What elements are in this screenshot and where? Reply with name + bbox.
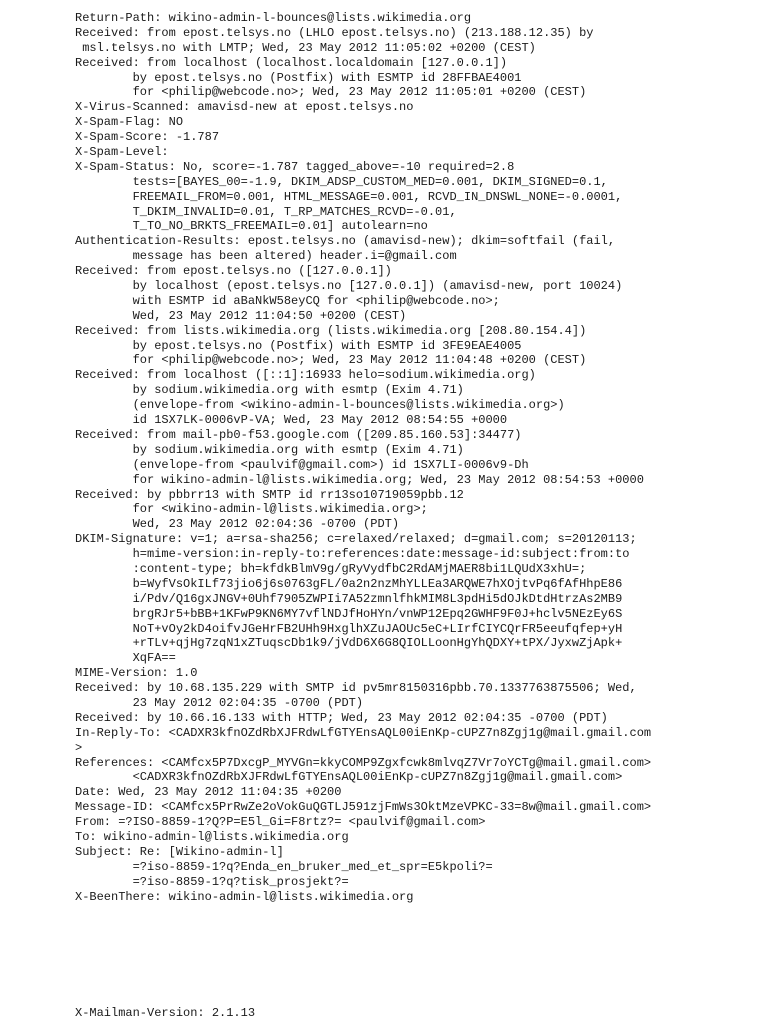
header-line: To: wikino-admin-l@lists.wikimedia.org bbox=[75, 829, 349, 844]
header-line: Received: from epost.telsys.no ([127.0.0.1]) bbox=[75, 264, 392, 279]
header-line: with ESMTP id aBaNkW58eyCQ for <philip@webcode.no>; bbox=[75, 293, 500, 308]
header-line: :content-type; bh=kfdkBlmV9g/gRyVydfbC2RdAMjMAER8bi1LQUdX3xhU=; bbox=[75, 561, 587, 576]
header-line: Received: from localhost ([::1]:16933 helo=sodium.wikimedia.org) bbox=[75, 368, 536, 383]
header-line: T_DKIM_INVALID=0.01, T_RP_MATCHES_RCVD=-0.01, bbox=[75, 204, 457, 219]
header-line: NoT+vOy2kD4oifvJGeHrFB2UHh9HxglhXZuJAOUc5eC+LIrfCIYCQrFR5eeufqfep+yH bbox=[75, 621, 623, 636]
header-line: by epost.telsys.no (Postfix) with ESMTP id 3FE9EAE4005 bbox=[75, 338, 522, 353]
header-line: Received: from localhost (localhost.localdomain [127.0.0.1]) bbox=[75, 55, 508, 70]
header-line: Received: by pbbrr13 with SMTP id rr13so10719059pbb.12 bbox=[75, 487, 464, 502]
header-line: Received: from epost.telsys.no (LHLO epost.telsys.no) (213.188.12.35) by bbox=[75, 25, 594, 40]
header-line: brgRJr5+bBB+1KFwP9KN6MY7vflNDJfHoHYn/vnWP12Epq2GWHF9F0J+hclv5NEzEy6S bbox=[75, 606, 623, 621]
header-line: id 1SX7LK-0006vP-VA; Wed, 23 May 2012 08:54:55 +0000 bbox=[75, 413, 508, 428]
header-line: h=mime-version:in-reply-to:references:date:message-id:subject:from:to bbox=[75, 547, 630, 562]
header-line: Subject: Re: [Wikino-admin-l] bbox=[75, 844, 284, 859]
header-line: =?iso-8859-1?q?Enda_en_bruker_med_et_spr=E5kpoli?= bbox=[75, 859, 493, 874]
header-line: for wikino-admin-l@lists.wikimedia.org; Wed, 23 May 2012 08:54:53 +0000 bbox=[75, 472, 644, 487]
header-line: Received: by 10.66.16.133 with HTTP; Wed, 23 May 2012 02:04:35 -0700 (PDT) bbox=[75, 710, 608, 725]
header-line: > bbox=[75, 740, 83, 755]
header-line: Wed, 23 May 2012 02:04:36 -0700 (PDT) bbox=[75, 517, 400, 532]
header-line: =?iso-8859-1?q?tisk_prosjekt?= bbox=[75, 874, 349, 889]
header-line: Wed, 23 May 2012 11:04:50 +0200 (CEST) bbox=[75, 308, 407, 323]
header-line: Message-ID: <CAMfcx5PrRwZe2oVokGuQGTLJ591zjFmWs3OktMzeVPKC-33=8w@mail.gmail.com> bbox=[75, 800, 652, 815]
header-line: (envelope-from <wikino-admin-l-bounces@lists.wikimedia.org>) bbox=[75, 398, 565, 413]
header-line: Date: Wed, 23 May 2012 11:04:35 +0200 bbox=[75, 785, 342, 800]
header-line: for <philip@webcode.no>; Wed, 23 May 2012 11:04:48 +0200 (CEST) bbox=[75, 353, 587, 368]
header-line: 23 May 2012 02:04:35 -0700 (PDT) bbox=[75, 695, 364, 710]
header-line: X-Virus-Scanned: amavisd-new at epost.telsys.no bbox=[75, 100, 414, 115]
header-line: tests=[BAYES_00=-1.9, DKIM_ADSP_CUSTOM_MED=0.001, DKIM_SIGNED=0.1, bbox=[75, 174, 608, 189]
header-line: by epost.telsys.no (Postfix) with ESMTP id 28FFBAE4001 bbox=[75, 70, 522, 85]
header-line: X-Spam-Level: bbox=[75, 145, 169, 160]
x-mailman-version-header: X-Mailman-Version: 2.1.13 bbox=[75, 1006, 256, 1020]
header-line: <CADXR3kfnOZdRbXJFRdwLfGTYEnsAQL00iEnKp-cUPZ7n8Zgj1g@mail.gmail.com> bbox=[75, 770, 623, 785]
header-line: Authentication-Results: epost.telsys.no (amavisd-new); dkim=softfail (fail, bbox=[75, 234, 616, 249]
header-line: for <philip@webcode.no>; Wed, 23 May 2012 11:05:01 +0200 (CEST) bbox=[75, 85, 587, 100]
header-line: X-Spam-Score: -1.787 bbox=[75, 130, 220, 145]
header-line: In-Reply-To: <CADXR3kfnOZdRbXJFRdwLfGTYEnsAQL00iEnKp-cUPZ7n8Zgj1g@mail.gmail.com bbox=[75, 725, 652, 740]
email-headers-block bbox=[75, 11, 765, 904]
header-line: Received: from lists.wikimedia.org (lists.wikimedia.org [208.80.154.4]) bbox=[75, 323, 587, 338]
header-line: FREEMAIL_FROM=0.001, HTML_MESSAGE=0.001, RCVD_IN_DNSWL_NONE=-0.0001, bbox=[75, 189, 623, 204]
header-line: MIME-Version: 1.0 bbox=[75, 666, 198, 681]
header-line: by sodium.wikimedia.org with esmtp (Exim 4.71) bbox=[75, 442, 464, 457]
header-line: msl.telsys.no with LMTP; Wed, 23 May 2012 11:05:02 +0200 (CEST) bbox=[75, 40, 536, 55]
header-line: +rTLv+qjHg7zqN1xZTuqscDb1k9/jVdD6X6G8QIOLLoonHgYhQDXY+tPX/JyxwZjApk+ bbox=[75, 636, 623, 651]
header-line: for <wikino-admin-l@lists.wikimedia.org>; bbox=[75, 502, 428, 517]
header-line: X-Spam-Status: No, score=-1.787 tagged_above=-10 required=2.8 bbox=[75, 159, 515, 174]
header-line: References: <CAMfcx5P7DxcgP_MYVGn=kkyCOMP9Zgxfcwk8mlvqZ7Vr7oYCTg@mail.gmail.com> bbox=[75, 755, 652, 770]
header-line: Received: from mail-pb0-f53.google.com ([209.85.160.53]:34477) bbox=[75, 427, 522, 442]
header-line: by sodium.wikimedia.org with esmtp (Exim 4.71) bbox=[75, 383, 464, 398]
header-line: XqFA== bbox=[75, 651, 176, 666]
header-line: X-BeenThere: wikino-admin-l@lists.wikimedia.org bbox=[75, 889, 414, 904]
header-line: DKIM-Signature: v=1; a=rsa-sha256; c=relaxed/relaxed; d=gmail.com; s=20120113; bbox=[75, 532, 637, 547]
header-line: X-Spam-Flag: NO bbox=[75, 115, 184, 130]
header-line: T_TO_NO_BRKTS_FREEMAIL=0.01] autolearn=no bbox=[75, 219, 428, 234]
header-line: Received: by 10.68.135.229 with SMTP id pv5mr8150316pbb.70.1337763875506; Wed, bbox=[75, 681, 637, 696]
header-line: Return-Path: wikino-admin-l-bounces@lists.wikimedia.org bbox=[75, 11, 472, 25]
header-line: by localhost (epost.telsys.no [127.0.0.1]) (amavisd-new, port 10024) bbox=[75, 279, 623, 294]
header-line: i/Pdv/Q16gxJNGV+0Uhf7905ZWPIi7A52zmnlfhkMIM8L3pdHi5dOJkDtdHtrzAs2MB9 bbox=[75, 591, 623, 606]
header-line: b=WyfVsOkILf73jio6j6s0763gFL/0a2n2nzMhYLLEa3ARQWE7hXOjtvPq6fAfHhpE86 bbox=[75, 576, 623, 591]
header-line: message has been altered) header.i=@gmail.com bbox=[75, 249, 457, 264]
header-line: (envelope-from <paulvif@gmail.com>) id 1SX7LI-0006v9-Dh bbox=[75, 457, 529, 472]
header-line: From: =?ISO-8859-1?Q?P=E5l_Gi=F8rtz?= <paulvif@gmail.com> bbox=[75, 815, 486, 830]
